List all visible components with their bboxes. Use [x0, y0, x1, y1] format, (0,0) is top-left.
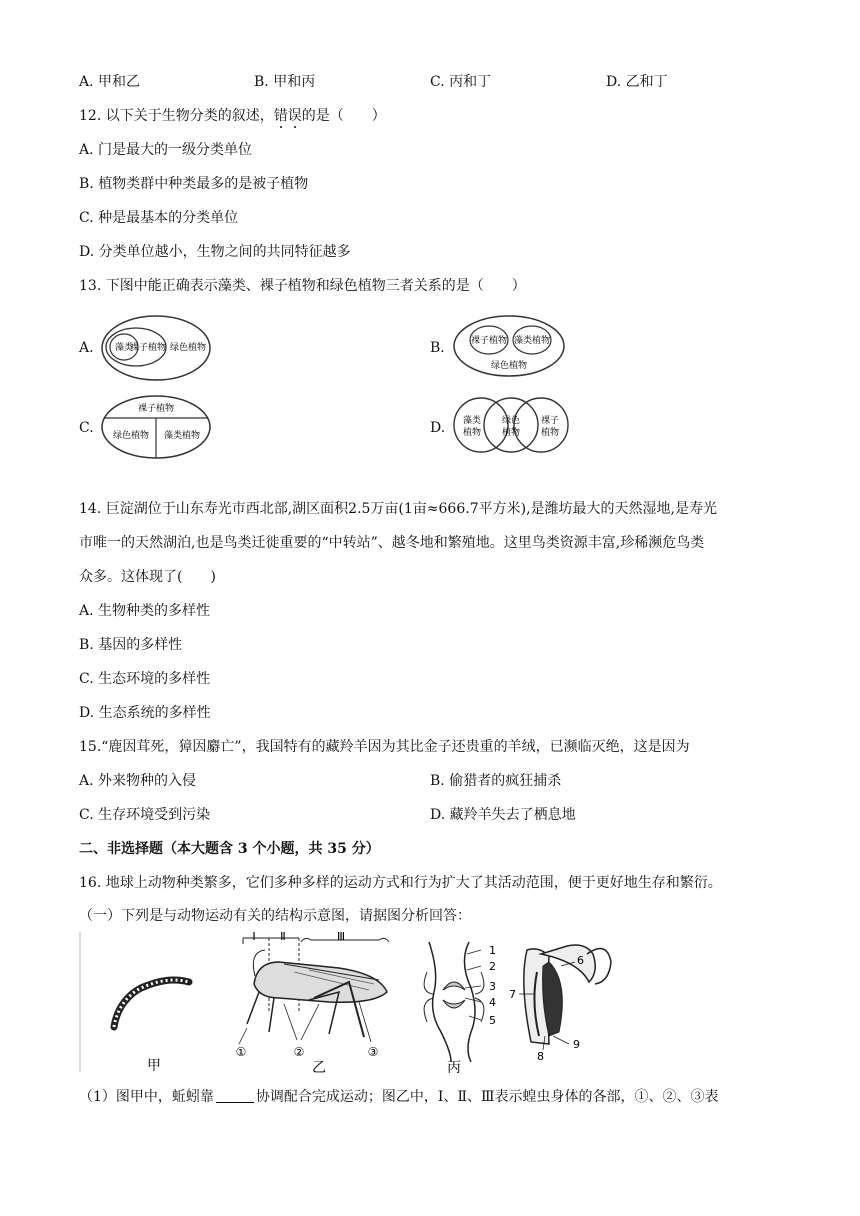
section-title: 二、非选择题（本大题含 3 个小题，共 35 分）	[79, 841, 380, 857]
q15-options-row1	[79, 771, 799, 791]
svg-text:9: 9	[573, 1038, 580, 1051]
q15-options-row2	[79, 805, 799, 825]
q15-option-b[interactable]: B. 偷猎者的疯狂捕杀	[430, 773, 562, 789]
q11-option-b[interactable]: B. 甲和丙	[254, 74, 316, 90]
q13-label-c[interactable]: C.	[79, 420, 94, 436]
svg-text:5: 5	[489, 1014, 496, 1027]
svg-text:植物: 植物	[501, 428, 521, 438]
diagram-c-left: 绿色植物	[112, 431, 150, 441]
diagram-d-c2: 绿色	[501, 416, 521, 426]
diagram-a-inner1: 藻类	[114, 343, 134, 353]
emphasis-dot: 误	[287, 108, 302, 124]
q14-option-d[interactable]: D. 生态系统的多样性	[79, 705, 211, 721]
svg-text:6: 6	[577, 954, 584, 967]
q14-option-a[interactable]: A. 生物种类的多样性	[79, 603, 211, 619]
label-yi: 乙	[312, 1060, 326, 1076]
diagram-a-inner2: 裸子植物	[129, 343, 167, 353]
earthworm-illustration	[114, 980, 189, 1027]
joint-illustration	[424, 942, 496, 1076]
answer-blank[interactable]	[216, 1088, 254, 1103]
diagram-b-outer: 绿色植物	[490, 361, 528, 371]
q13-label-b[interactable]: B.	[430, 340, 445, 356]
q12-option-a[interactable]: A. 门是最大的一级分类单位	[79, 142, 253, 158]
diagram-d-c1: 藻类	[462, 416, 482, 426]
arm-muscle-illustration	[509, 945, 611, 1063]
q15-option-c[interactable]: C. 生存环境受到污染	[79, 807, 211, 823]
svg-text:8: 8	[537, 1050, 544, 1063]
q12-option-b[interactable]: B. 植物类群中种类最多的是被子植物	[79, 176, 309, 192]
diagram-c-right: 藻类植物	[163, 431, 201, 441]
emphasis-dot: 错	[273, 108, 288, 124]
svg-text:①: ①	[235, 1045, 247, 1059]
q14-stem-line3: 众多。这体现了( )	[79, 569, 216, 585]
q12-stem: 12. 以下关于生物分类的叙述，错误的是（ ）	[79, 108, 386, 124]
q11-options	[79, 72, 799, 92]
q11-option-a[interactable]: A. 甲和乙	[79, 74, 141, 90]
q14-option-b[interactable]: B. 基因的多样性	[79, 637, 183, 653]
q12-option-c[interactable]: C. 种是最基本的分类单位	[79, 210, 239, 226]
q11-option-c[interactable]: C. 丙和丁	[430, 74, 492, 90]
diagram-a-outer: 绿色植物	[169, 343, 207, 353]
q15-option-a[interactable]: A. 外来物种的入侵	[79, 773, 197, 789]
svg-text:7: 7	[509, 988, 516, 1001]
q14-stem-line1: 14. 巨淀湖位于山东寿光市西北部,湖区面积2.5万亩(1亩≈666.7平方米),是潍坊最大的天然湿地,是寿光	[79, 501, 717, 517]
q13-label-d[interactable]: D.	[430, 420, 446, 436]
q11-option-d[interactable]: D. 乙和丁	[606, 74, 668, 90]
q16-part1: （一）下列是与动物运动有关的结构示意图，请据图分析回答：	[79, 908, 471, 924]
diagram-c-top: 裸子植物	[137, 404, 175, 414]
q13-label-a[interactable]: A.	[79, 340, 94, 356]
svg-text:植物: 植物	[540, 428, 560, 438]
svg-text:3: 3	[489, 980, 496, 993]
svg-text:1: 1	[489, 944, 496, 957]
svg-text:Ⅱ: Ⅱ	[280, 932, 286, 943]
svg-text:2: 2	[489, 960, 496, 973]
svg-text:4: 4	[489, 996, 496, 1009]
svg-text:Ⅰ: Ⅰ	[252, 932, 256, 943]
svg-text:③: ③	[367, 1045, 379, 1059]
label-jia: 甲	[147, 1058, 161, 1074]
venn-diagram-b[interactable]	[452, 314, 566, 378]
diagram-b-c2: 藻类植物	[513, 336, 551, 346]
q16-sub1: （1）图甲中，蚯蚓靠 协调配合完成运动；图乙中，Ⅰ、Ⅱ、Ⅲ表示蝗虫身体的各部，①、②、③表	[79, 1089, 719, 1105]
pie-diagram-c[interactable]	[100, 394, 212, 460]
svg-text:②: ②	[293, 1045, 305, 1059]
svg-text:植物: 植物	[462, 428, 482, 438]
grasshopper-illustration	[236, 932, 389, 1076]
venn-diagram-a[interactable]	[100, 313, 212, 383]
q14-option-c[interactable]: C. 生态环境的多样性	[79, 671, 211, 687]
diagram-b-c1: 裸子植物	[470, 336, 508, 346]
q14-stem-line2: 市唯一的天然湖泊,也是鸟类迁徙重要的“中转站”、越冬地和繁殖地。这里鸟类资源丰富,珍稀濒危鸟类	[79, 535, 705, 551]
q13-stem: 13. 下图中能正确表示藻类、裸子植物和绿色植物三者关系的是（ ）	[79, 278, 526, 294]
venn-diagram-d[interactable]	[452, 394, 570, 456]
q12-option-d[interactable]: D. 分类单位越小，生物之间的共同特征越多	[79, 244, 351, 260]
svg-text:Ⅲ: Ⅲ	[336, 932, 346, 943]
q15-option-d[interactable]: D. 藏羚羊失去了栖息地	[430, 807, 576, 823]
diagram-d-c3: 裸子	[540, 416, 560, 426]
q16-stem: 16. 地球上动物种类繁多，它们多种多样的运动方式和行为扩大了其活动范围，便于更好地生存和繁衍。	[79, 875, 722, 891]
animal-movement-figure	[79, 932, 619, 1082]
q15-stem: 15.“鹿因茸死，獐因麝亡”，我国特有的藏羚羊因为其比金子还贵重的羊绒，已濒临灭绝，这是因为	[79, 739, 690, 755]
label-bing: 丙	[447, 1060, 461, 1076]
